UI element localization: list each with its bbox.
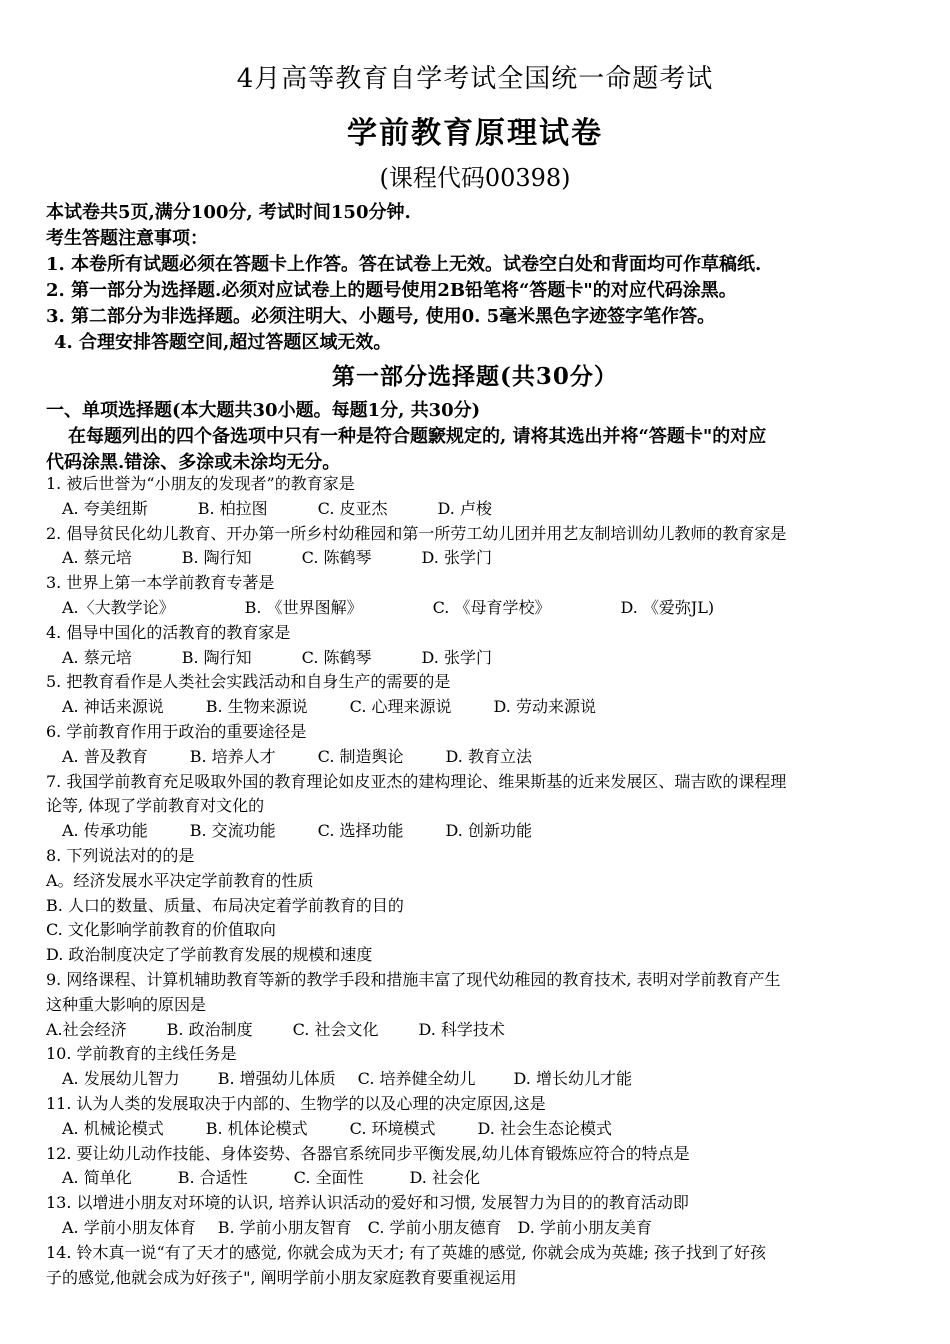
- question-stem: 论等, 体现了学前教育对文化的: [46, 796, 265, 816]
- question-stem: 10. 学前教育的主线任务是: [46, 1044, 237, 1064]
- notice-rule-4: 4. 合理安排答题空间,超过答题区域无效。: [54, 332, 392, 353]
- option-a: A。经济发展水平决定学前教育的性质: [46, 870, 314, 890]
- option-b: B. 《世界图解》: [244, 597, 363, 617]
- exam-title: 4月高等教育自学考试全国统一命题考试: [236, 64, 714, 94]
- option-row: [46, 1067, 916, 1092]
- question-stem: 子的感觉,他就会成为好孩子", 阐明学前小朋友家庭教育要重视运用: [46, 1267, 517, 1287]
- option-c: C. 《母育学校》: [432, 597, 551, 617]
- question-stem: 13. 以增进小朋友对环境的认识, 培养认识活动的爱好和习惯, 发展智力为目的的教育活动即: [46, 1193, 689, 1213]
- notice-rule-2: 2. 第一部分为选择题.必须对应试卷上的题号使用2B铅笔将“答题卡"的对应代码涂黑。: [46, 280, 737, 301]
- option-c: C. 社会文化: [292, 1019, 379, 1039]
- option-b: B. 增强幼儿体质: [217, 1069, 336, 1089]
- question-stem: 7. 我国学前教育充足吸取外国的教育理论如皮亚杰的建构理论、维果斯基的近来发展区、瑞吉欧的课程理: [46, 771, 787, 791]
- option-c: C. 制造舆论: [317, 746, 404, 766]
- question-4: [46, 621, 916, 671]
- section-heading: 一、单项选择题(本大题共30小题。每题1分, 共30分): [46, 400, 481, 421]
- option-b: B. 培养人才: [189, 746, 276, 766]
- question-13: [46, 1191, 916, 1241]
- option-c: C. 皮亚杰: [317, 498, 388, 518]
- option-d: D. 《爱弥JL): [620, 597, 715, 617]
- question-stem: 这种重大影响的原因是: [46, 994, 207, 1014]
- option-row: [46, 497, 916, 522]
- option-c: C. 全面性: [293, 1168, 364, 1188]
- option-d: D. 创新功能: [445, 821, 532, 841]
- option-b: B. 陶行知: [181, 647, 252, 667]
- exam-notice: [46, 200, 916, 356]
- question-stem: 6. 学前教育作用于政治的重要途径是: [46, 721, 307, 741]
- part-title: 第一部分选择题(共30分）: [332, 363, 618, 390]
- question-3: [46, 571, 916, 621]
- option-b: B. 柏拉图: [197, 498, 268, 518]
- option-b: B. 机体论模式: [205, 1118, 308, 1138]
- paper-title: 学前教育原理试卷: [347, 116, 603, 151]
- question-stem: 5. 把教育看作是人类社会实践活动和自身生产的需要的是: [46, 672, 451, 692]
- option-d: D. 教育立法: [445, 746, 532, 766]
- option-a: A.社会经济: [46, 1019, 127, 1039]
- option-a: A. 夸美纽斯: [62, 498, 148, 518]
- question-7: [46, 770, 916, 844]
- option-b: B. 合适性: [177, 1168, 248, 1188]
- option-a: A. 机械论模式: [62, 1118, 164, 1138]
- option-d: D. 张学门: [421, 647, 492, 667]
- option-a: A.〈大教学论》: [62, 597, 175, 617]
- option-a: A. 学前小朋友体育: [62, 1217, 196, 1237]
- option-c: C. 培养健全幼儿: [357, 1069, 476, 1089]
- question-stem: 2. 倡导贫民化幼儿教育、开办第一所乡村幼稚园和第一所劳工幼儿团并用艺友制培训幼儿教师的教育家是: [46, 523, 787, 543]
- question-14: [46, 1241, 916, 1291]
- option-row: [46, 745, 916, 770]
- option-row: [46, 546, 916, 571]
- option-c: C. 陈鹤琴: [301, 548, 372, 568]
- option-b: B. 政治制度: [166, 1019, 253, 1039]
- section-instruction-2: 代码涂黑.错涂、多涂或未涂均无分。: [46, 452, 341, 473]
- question-5: [46, 670, 916, 720]
- question-12: [46, 1142, 916, 1192]
- option-d: D. 学前小朋友美育: [517, 1217, 652, 1237]
- option-row: [46, 695, 916, 720]
- option-d: D. 科学技术: [418, 1019, 505, 1039]
- option-a: A. 发展幼儿智力: [62, 1069, 180, 1089]
- option-b: B. 交流功能: [189, 821, 276, 841]
- option-c: C. 文化影响学前教育的价值取向: [46, 920, 276, 940]
- option-d: D. 政治制度决定了学前教育发展的规模和速度: [46, 945, 373, 965]
- option-row: [46, 1216, 916, 1241]
- question-stem: 8. 下列说法对的的是: [46, 845, 195, 865]
- option-row: [46, 819, 916, 844]
- option-a: A. 传承功能: [62, 821, 148, 841]
- option-a: A. 蔡元培: [62, 548, 132, 568]
- option-b: B. 人口的数量、质量、布局决定着学前教育的目的: [46, 895, 404, 915]
- question-1: [46, 472, 916, 522]
- option-d: D. 社会化: [409, 1168, 480, 1188]
- question-6: [46, 720, 916, 770]
- question-stem: 9. 网络课程、计算机辅助教育等新的教学手段和措施丰富了现代幼稚园的教育技术, 表明对学前教育产生: [46, 969, 781, 989]
- question-stem: 3. 世界上第一本学前教育专著是: [46, 573, 275, 593]
- option-c: C. 学前小朋友德育: [367, 1217, 502, 1237]
- question-2: [46, 522, 916, 572]
- option-a: A. 蔡元培: [62, 647, 132, 667]
- section-heading-block: [46, 398, 916, 476]
- option-d: D. 社会生态论模式: [477, 1118, 612, 1138]
- option-a: A. 神话来源说: [62, 697, 164, 717]
- notice-line-2: 考生答题注意事项：: [46, 228, 208, 249]
- question-10: [46, 1042, 916, 1092]
- option-c: C. 选择功能: [317, 821, 404, 841]
- option-c: C. 陈鹤琴: [301, 647, 372, 667]
- question-stem: 1. 被后世誉为“小朋友的发现者”的教育家是: [46, 474, 355, 493]
- option-b: B. 陶行知: [181, 548, 252, 568]
- option-d: D. 卢梭: [437, 498, 492, 518]
- option-a: A. 普及教育: [62, 746, 148, 766]
- option-row: [46, 646, 916, 671]
- question-stem: 12. 要让幼儿动作技能、身体姿势、各器官系统同步平衡发展,幼儿体育锻炼应符合的特点是: [46, 1143, 690, 1163]
- option-c: C. 环境模式: [349, 1118, 436, 1138]
- option-row: [46, 596, 916, 621]
- question-stem: 11. 认为人类的发展取决于内部的、生物学的以及心理的决定原因,这是: [46, 1093, 546, 1113]
- option-row: [46, 1166, 916, 1191]
- notice-rule-3: 3. 第二部分为非选择题。必须注明大、小题号, 使用0. 5毫米黑色字迹签字笔作答。: [46, 306, 716, 327]
- notice-rule-1: 1. 本卷所有试题必须在答题卡上作答。答在试卷上无效。试卷空白处和背面均可作草稿纸.: [46, 254, 762, 275]
- option-row: [46, 1018, 916, 1043]
- question-list: [46, 472, 916, 1290]
- section-instruction-1: 在每题列出的四个备选项中只有一种是符合题窾规定的, 请将其选出并将“答题卡"的对应: [68, 426, 767, 447]
- question-11: [46, 1092, 916, 1142]
- option-row: [46, 1117, 916, 1142]
- option-b: B. 学前小朋友智育: [217, 1217, 352, 1237]
- option-d: D. 劳动来源说: [493, 697, 596, 717]
- option-d: D. 张学门: [421, 548, 492, 568]
- option-b: B. 生物来源说: [205, 697, 308, 717]
- notice-line-1: 本试卷共5页,满分100分, 考试时间150分钟.: [46, 202, 411, 223]
- course-code: (课程代码00398): [379, 164, 571, 192]
- option-c: C. 心理来源说: [349, 697, 452, 717]
- option-a: A. 简单化: [62, 1168, 132, 1188]
- option-d: D. 增长幼儿才能: [513, 1069, 632, 1089]
- question-9: [46, 968, 916, 1042]
- question-stem: 14. 铃木真一说“有了天才的感觉, 你就会成为天才; 有了英雄的感觉, 你就会成为英雄; 孩子找到了好孩: [46, 1242, 767, 1262]
- question-8: [46, 844, 916, 968]
- question-stem: 4. 倡导中国化的活教育的教育家是: [46, 622, 291, 642]
